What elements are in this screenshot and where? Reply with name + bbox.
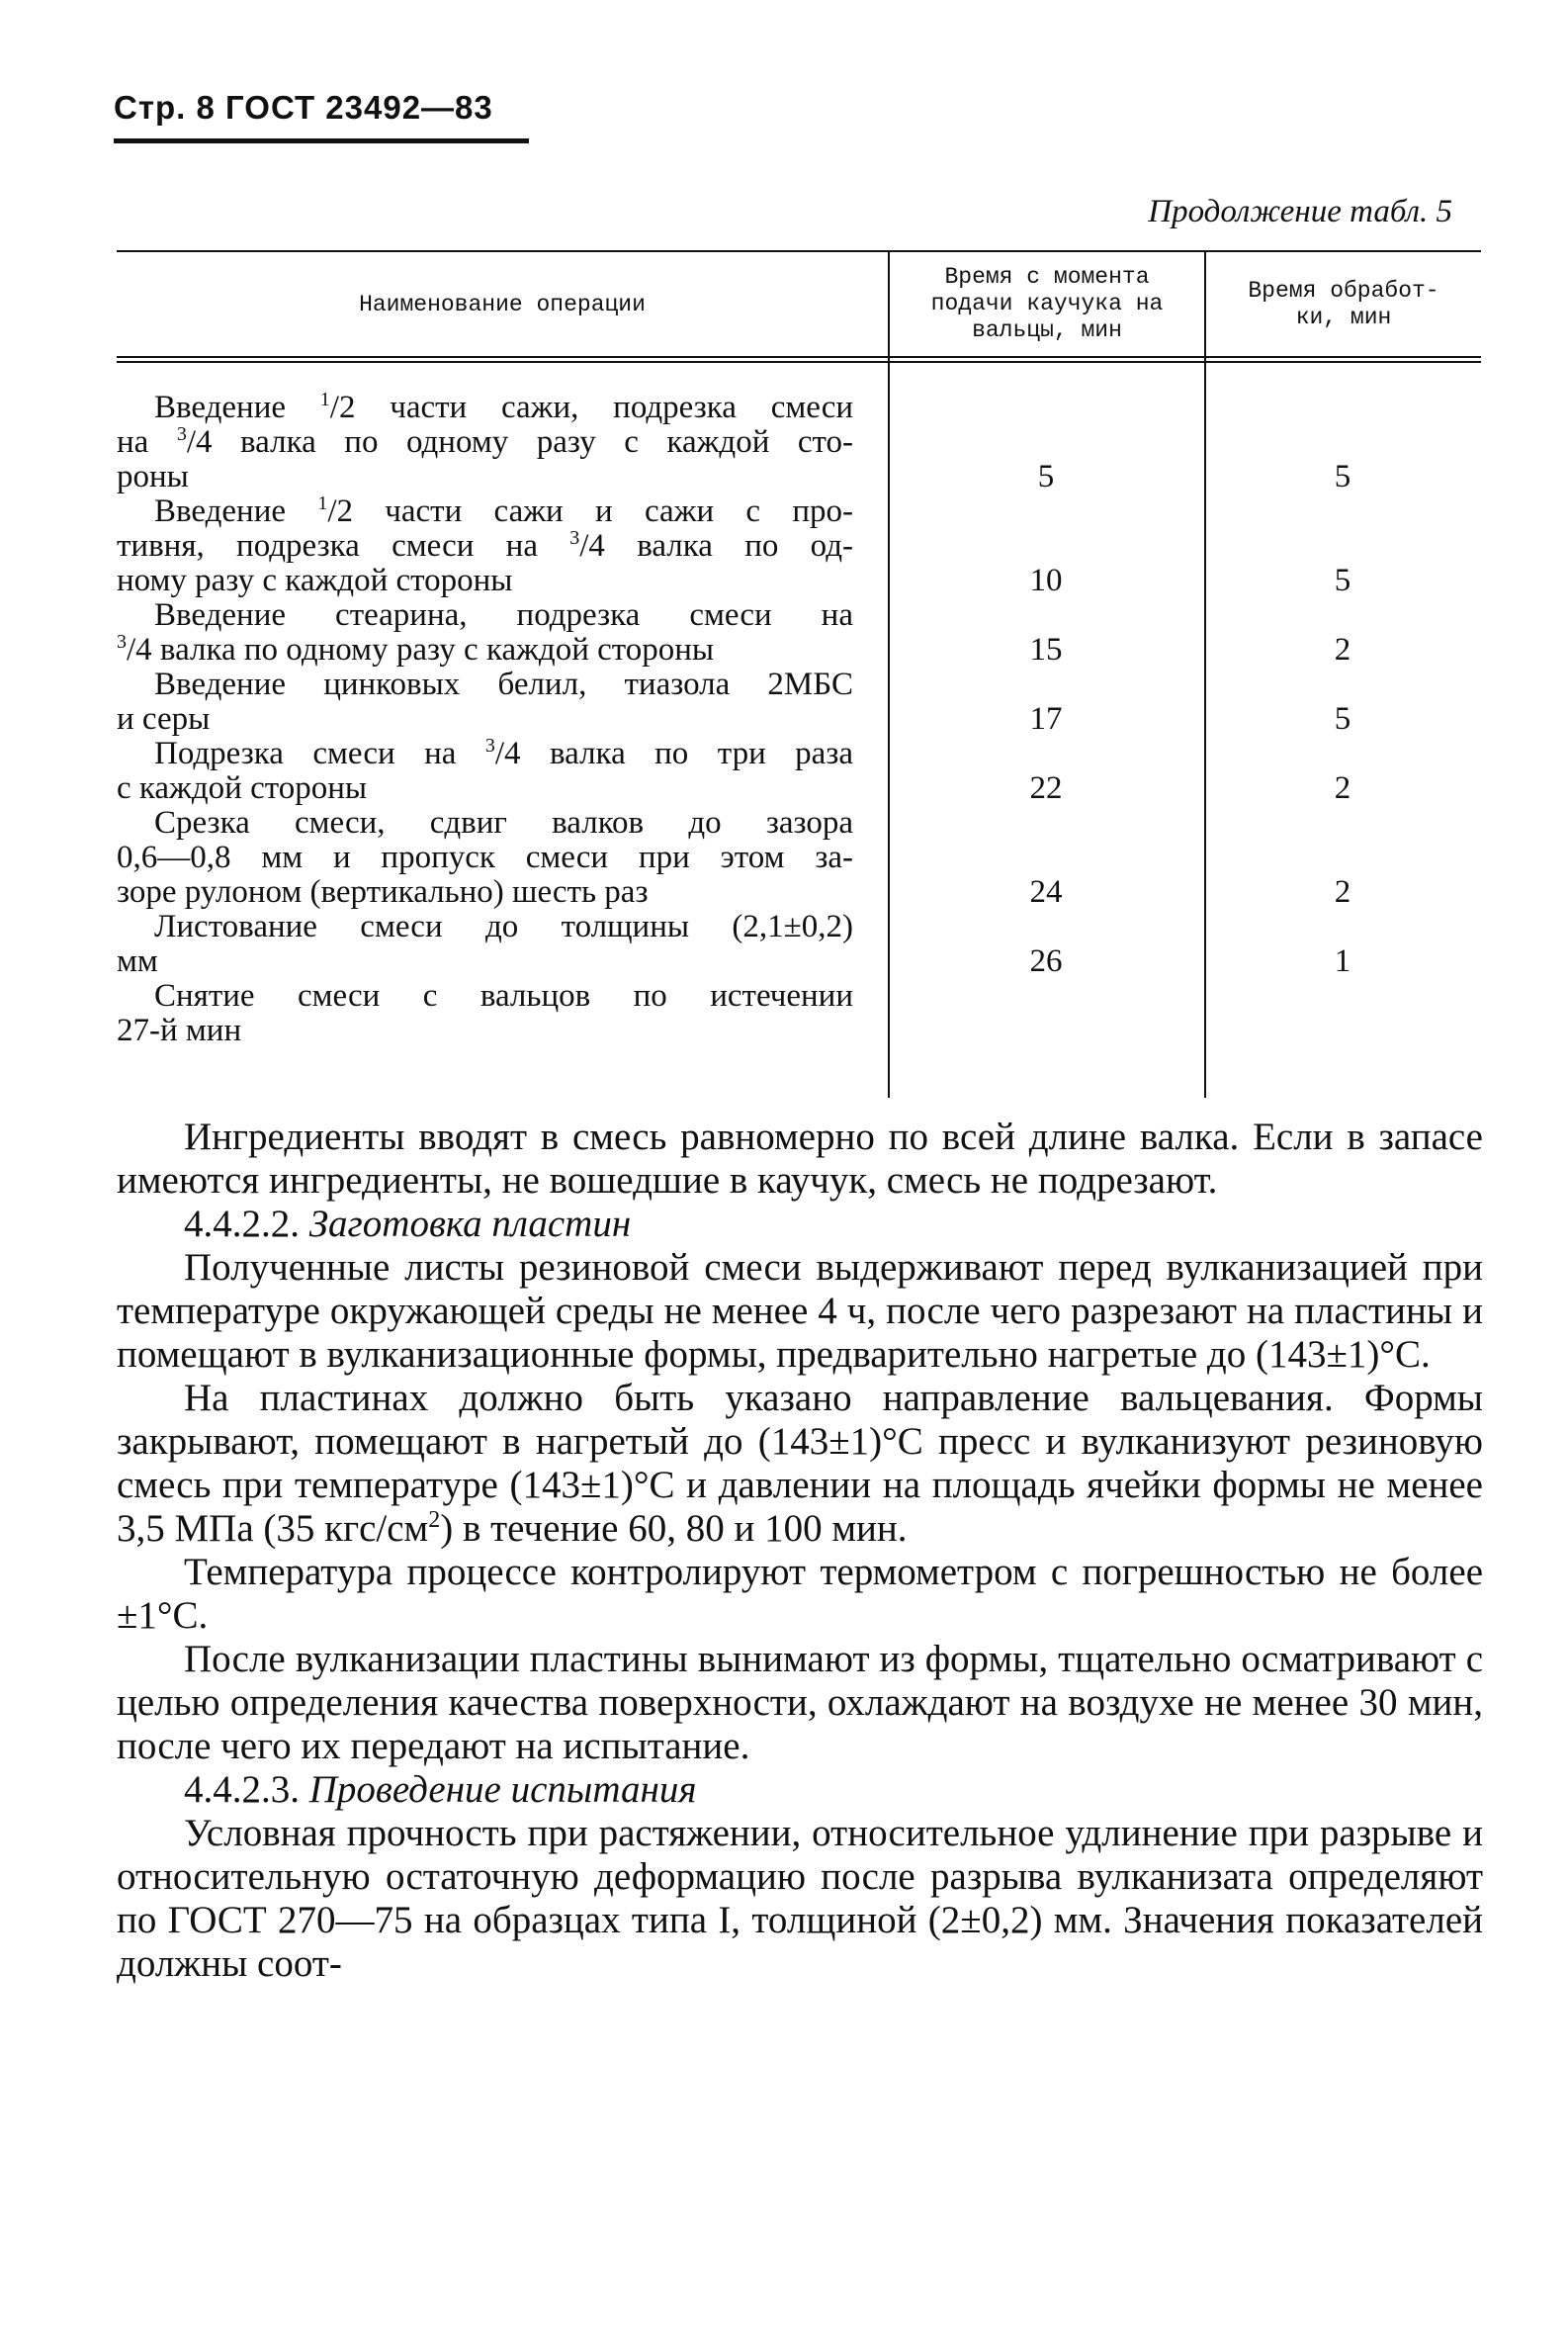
- text-line: Введение $^1$/2 части сажи и сажи с про-: [154, 492, 853, 529]
- table-row-operation: [117, 598, 853, 668]
- table-row-operation: [117, 668, 853, 737]
- table-cell-processing-time: 5: [1334, 701, 1351, 737]
- paragraph: Полученные листы резиновой смеси выдерживают перед вулканизацией при температуре окружающей среды не менее 4 ч, после чего разрезают на пластины и помещают в вулканизационные формы, предварительно нагретые до (143±1)°С.: [117, 1246, 1483, 1376]
- column-header-operation: Наименование операции: [359, 292, 646, 317]
- table-caption: Продолжение табл. 5: [1148, 194, 1452, 229]
- text-line: роны: [117, 459, 189, 494]
- text-line: Подрезка смеси на $^3$/4 валка по три раза: [154, 735, 853, 771]
- paragraph: На пластинах должно быть указано направление вальцевания. Формы закрывают, помещают в нагретый до (143±1)°С пресс и вулканизуют резиновую смесь при температуре (143±1)°С и давлении на площадь ячейки формы не менее 3,5 МПа (35 кгс/$см^2$) в течение 60, 80 и 100 мин.: [117, 1377, 1483, 1550]
- section-title: Проведение испытания: [308, 1768, 697, 1811]
- text-line: зоре рулоном (вертикально) шесть раз: [117, 874, 649, 910]
- paragraph: Условная прочность при растяжении, относительное удлинение при разрыве и относительную остаточную деформацию после разрыва вулканизата определяют по ГОСТ 270—75 на образцах типа I, толщиной (2±0,2) мм. Значения показателей должны соот-: [117, 1812, 1483, 1985]
- body-text: [117, 1116, 1483, 1986]
- table-cell-processing-time: 5: [1334, 459, 1351, 494]
- text-line: Листование смеси до толщины (2,1±0,2): [154, 909, 853, 944]
- table-cell-time-from-start: 10: [1029, 563, 1063, 598]
- header-line: подачи каучука на: [930, 291, 1164, 316]
- operations-table: [117, 242, 1481, 1103]
- text-line: мм: [117, 943, 158, 979]
- text-line: ному разу с каждой стороны: [117, 563, 513, 598]
- table-row-operation: [117, 391, 853, 494]
- section-number: 4.4.2.2.: [184, 1203, 300, 1245]
- table-cell-time-from-start: 24: [1029, 874, 1063, 910]
- text-line: Снятие смеси с вальцов по истечении: [154, 978, 853, 1014]
- section-heading-4-4-2-2: [117, 1203, 1483, 1246]
- text-line: Введение стеарина, подрезка смеси на: [154, 597, 853, 633]
- paragraph: Ингредиенты вводят в смесь равномерно по всей длине валка. Если в запасе имеются ингредиенты, не вошедшие в каучук, смесь не подрезают.: [117, 1116, 1483, 1202]
- header-rule: [114, 138, 529, 143]
- text-line: 27-й мин: [117, 1013, 242, 1048]
- table-cell-time-from-start: 17: [1029, 701, 1063, 737]
- text-line: 0,6—0,8 мм и пропуск смеси при этом за-: [117, 840, 853, 875]
- paragraph: После вулканизации пластины вынимают из формы, тщательно осматривают с целью определения качества поверхности, охлаждают на воздухе не менее 30 мин, после чего их передают на испытание.: [117, 1638, 1483, 1767]
- section-number: 4.4.2.3.: [184, 1768, 300, 1811]
- table-cell-processing-time: 2: [1334, 874, 1351, 910]
- table-cell-time-from-start: 5: [1037, 459, 1055, 494]
- header-line: вальцы, мин: [972, 317, 1122, 343]
- page-header: Стр. 8 ГОСТ 23492—83: [114, 89, 493, 126]
- column-divider-1: [888, 250, 890, 1098]
- text-line: Срезка смеси, сдвиг валков до зазора: [154, 805, 853, 841]
- table-cell-processing-time: 2: [1334, 770, 1351, 806]
- header-line: Время обработ-: [1248, 278, 1439, 304]
- column-divider-2: [1204, 250, 1206, 1098]
- section-title: Заготовка пластин: [308, 1203, 632, 1245]
- table-cell-processing-time: 1: [1334, 943, 1351, 979]
- table-cell-time-from-start: 26: [1029, 943, 1063, 979]
- table-row-operation: [117, 737, 853, 806]
- text-line: и серы: [117, 701, 211, 737]
- section-heading-4-4-2-3: [117, 1768, 1483, 1812]
- header-bottom-rule-2: [117, 361, 1481, 363]
- table-row-operation: [117, 806, 853, 910]
- column-header-processing-time: [1206, 278, 1481, 331]
- header-bottom-rule: [117, 356, 1481, 358]
- paragraph: Температура процессе контролируют термометром с погрешностью не более ±1°С.: [117, 1551, 1483, 1637]
- header-line: ки, мин: [1295, 305, 1392, 330]
- table-cell-time-from-start: 22: [1029, 770, 1063, 806]
- text-line: с каждой стороны: [117, 770, 368, 806]
- table-top-rule: [117, 250, 1481, 252]
- table-row-operation: [117, 979, 853, 1048]
- table-cell-processing-time: 2: [1334, 632, 1351, 668]
- column-header-time-from-start: [890, 264, 1204, 344]
- table-cell-time-from-start: 15: [1029, 632, 1063, 668]
- table-cell-processing-time: 5: [1334, 563, 1351, 598]
- table-row-operation: [117, 910, 853, 979]
- text-line: $^3$/4 валка по одному разу с каждой стороны: [117, 631, 715, 668]
- header-line: Время с момента: [944, 264, 1150, 290]
- text-line: тивня, подрезка смеси на $^3$/4 валка по од-: [117, 527, 853, 564]
- text-line: Введение $^1$/2 части сажи, подрезка смеси: [154, 389, 854, 425]
- table-row-operation: [117, 494, 853, 598]
- text-line: на $^3$/4 валка по одному разу с каждой сто-: [117, 423, 853, 460]
- text-line: Введение цинковых белил, тиазола 2МБС: [154, 667, 853, 702]
